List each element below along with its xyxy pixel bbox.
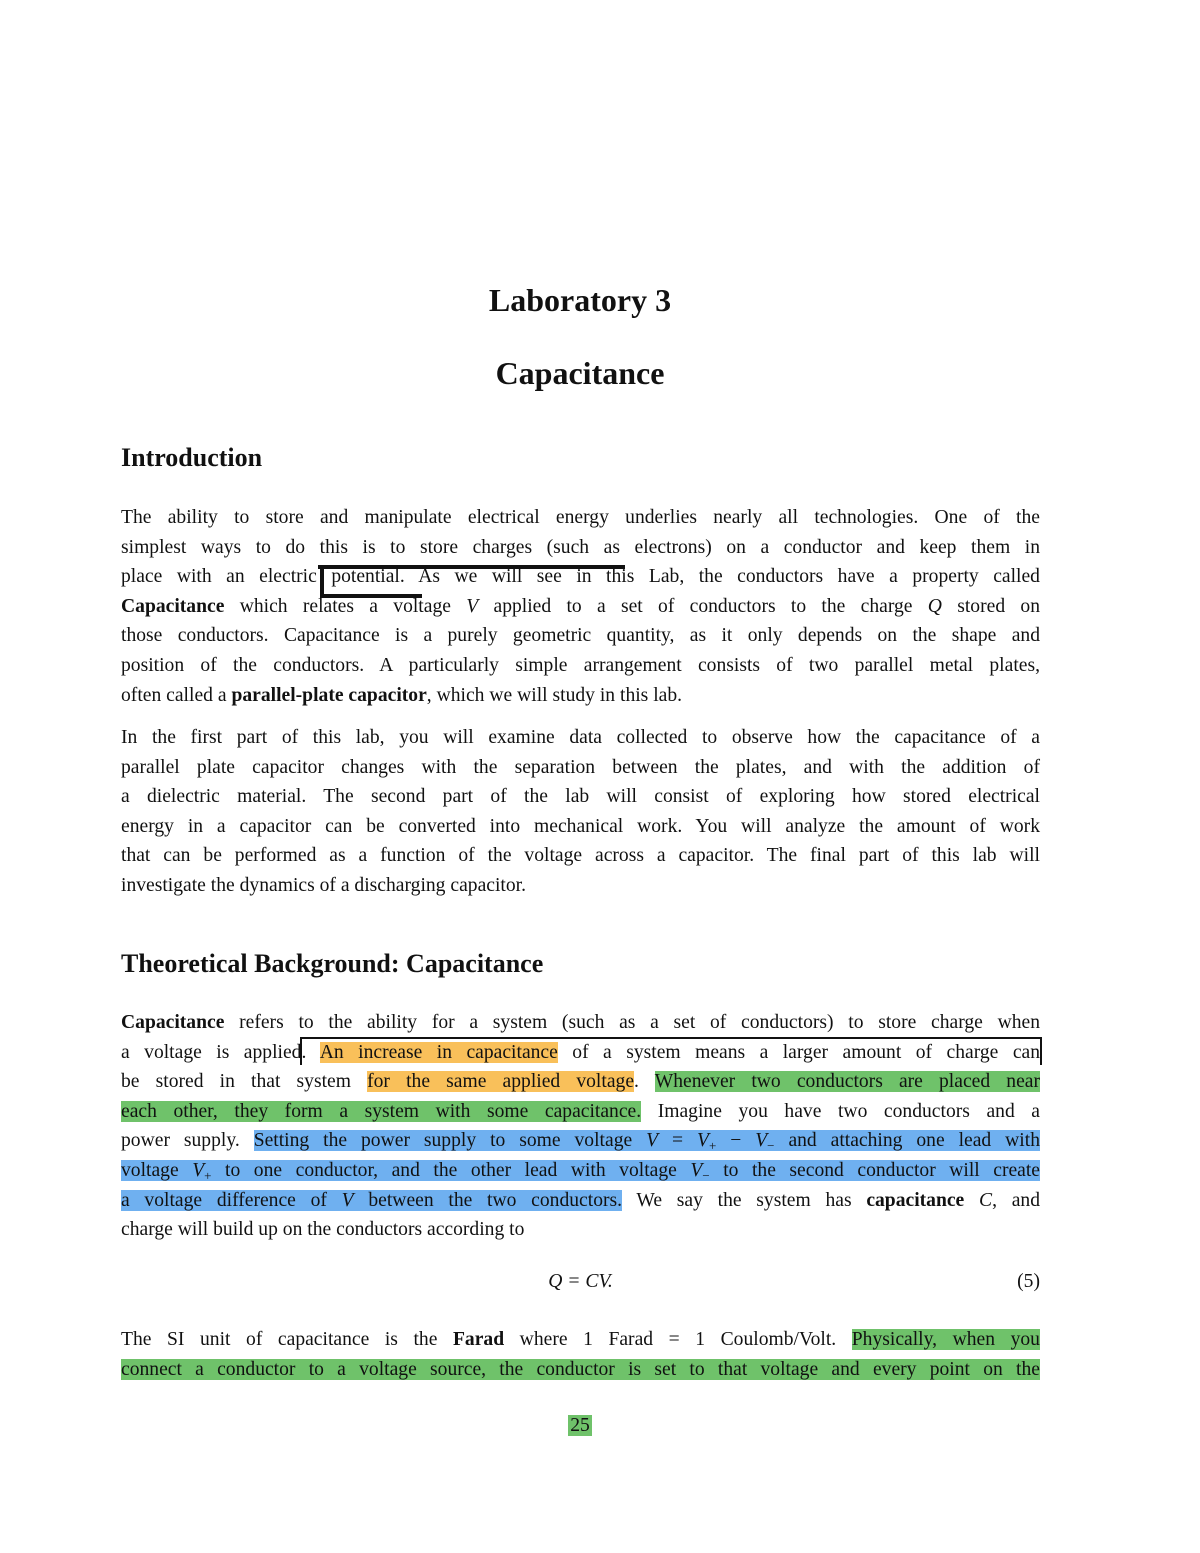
text-line: position of the conductors. A particularly simple arrangement consists of two parallel metal plates, [121, 654, 1040, 676]
text-line: a dielectric material. The second part of the lab will consist of exploring how stored electrical [121, 786, 1040, 808]
introduction-heading: Introduction [121, 443, 263, 472]
underlined-text: this is to store charges (such as electrons) on a conductor and keep them in [319, 536, 1040, 558]
theory-heading: Theoretical Background: Capacitance [121, 949, 544, 978]
bold-term: parallel-plate capacitor [231, 684, 427, 706]
text-line: a voltage difference of V between the two conductors. We say the system has capacitance C, and [121, 1189, 1040, 1211]
text-line: be stored in that system for the same applied voltage. Whenever two conductors are placed near [121, 1071, 1040, 1093]
blue-highlight: Setting the power supply to some voltage $V = V_+ - V_-$ and attaching one lead with [253, 1130, 1040, 1154]
text-line: each other, they form a system with some capacitance. Imagine you have two conductors and a [121, 1100, 1041, 1122]
orange-highlight: An increase in capacitance [319, 1041, 558, 1063]
lab-title: Laboratory 3 [488, 282, 672, 318]
equation-5 [121, 1271, 1040, 1301]
equation-number: (5) [1017, 1271, 1040, 1292]
text-line: Capacitance refers to the ability for a system (such as a set of conductors) to store charge when [121, 1012, 1041, 1033]
text-line: The SI unit of capacitance is the Farad where 1 Farad = 1 Coulomb/Volt. Physically, when you [121, 1329, 1040, 1350]
text-line: The ability to store and manipulate electrical energy underlies nearly all technologies. One of the [121, 507, 1040, 528]
green-highlight: Physically, when you [851, 1329, 1040, 1350]
si-unit-paragraph [121, 1325, 1040, 1384]
text-line: energy in a capacitor can be converted into mechanical work. You will analyze the amount of work [121, 815, 1040, 837]
text-line: that can be performed as a function of the voltage across a capacitor. The final part of this lab will [121, 845, 1040, 867]
text-line [121, 1355, 1040, 1385]
text-line [121, 1156, 1040, 1186]
text-line: investigate the dynamics of a discharging capacitor. [121, 874, 526, 896]
text-line: charge will build up on the conductors according to [121, 1219, 525, 1241]
text-line: place with an electric potential. As we will see in this Lab, the conductors have a property called [121, 566, 1040, 588]
text-line: parallel plate capacitor changes with the separation between the plates, and with the addition of [121, 756, 1040, 778]
intro-paragraph-1 [121, 503, 1040, 710]
green-highlight: each other, they form a system with some capacitance. [121, 1100, 642, 1122]
green-highlight: Whenever two conductors are placed near [654, 1071, 1040, 1093]
text-line: simplest ways to do this is to store charges (such as electrons) on a conductor and keep them in [121, 536, 1040, 558]
bold-term: capacitance [866, 1189, 965, 1211]
blue-highlight: voltage $V_+$ to one conductor, and the other lead with voltage $V_-$ to the second conductor will create [121, 1159, 1040, 1183]
bold-term: Farad [452, 1329, 505, 1350]
equation-body: Q = CV. [548, 1271, 613, 1292]
text-line: In the first part of this lab, you will examine data collected to observe how the capacitance of a [121, 727, 1040, 748]
orange-highlight: for the same applied voltage [367, 1071, 635, 1093]
blue-highlight: a voltage difference of V between the two conductors. [121, 1189, 623, 1211]
page-number: 25 [570, 1415, 590, 1436]
text-line: those conductors. Capacitance is a purely geometric quantity, as it only depends on the shape and [121, 625, 1040, 647]
intro-paragraph-2 [121, 723, 1040, 901]
text-line: a voltage is applied. An increase in capacitance of a system means a larger amount of charge can [121, 1041, 1041, 1063]
underlined-text: potential. As we will see in this Lab, the conductors have a property called [331, 566, 1040, 588]
bold-term: Capacitance [121, 595, 225, 617]
green-highlight: connect a conductor to a voltage source, the conductor is set to that voltage and every point on the [121, 1358, 1040, 1380]
bold-term: Capacitance [121, 1012, 225, 1033]
lab-subtitle: Capacitance [495, 355, 665, 391]
theory-paragraph [121, 1008, 1040, 1245]
text-line: Capacitance which relates a voltage V applied to a set of conductors to the charge Q stored on [121, 595, 1041, 617]
text-line: often called a parallel-plate capacitor, which we will study in this lab. [121, 684, 683, 706]
text-line: power supply. Setting the power supply to some voltage $V = V_+ - V_-$ and attaching one lead with [121, 1130, 1040, 1154]
